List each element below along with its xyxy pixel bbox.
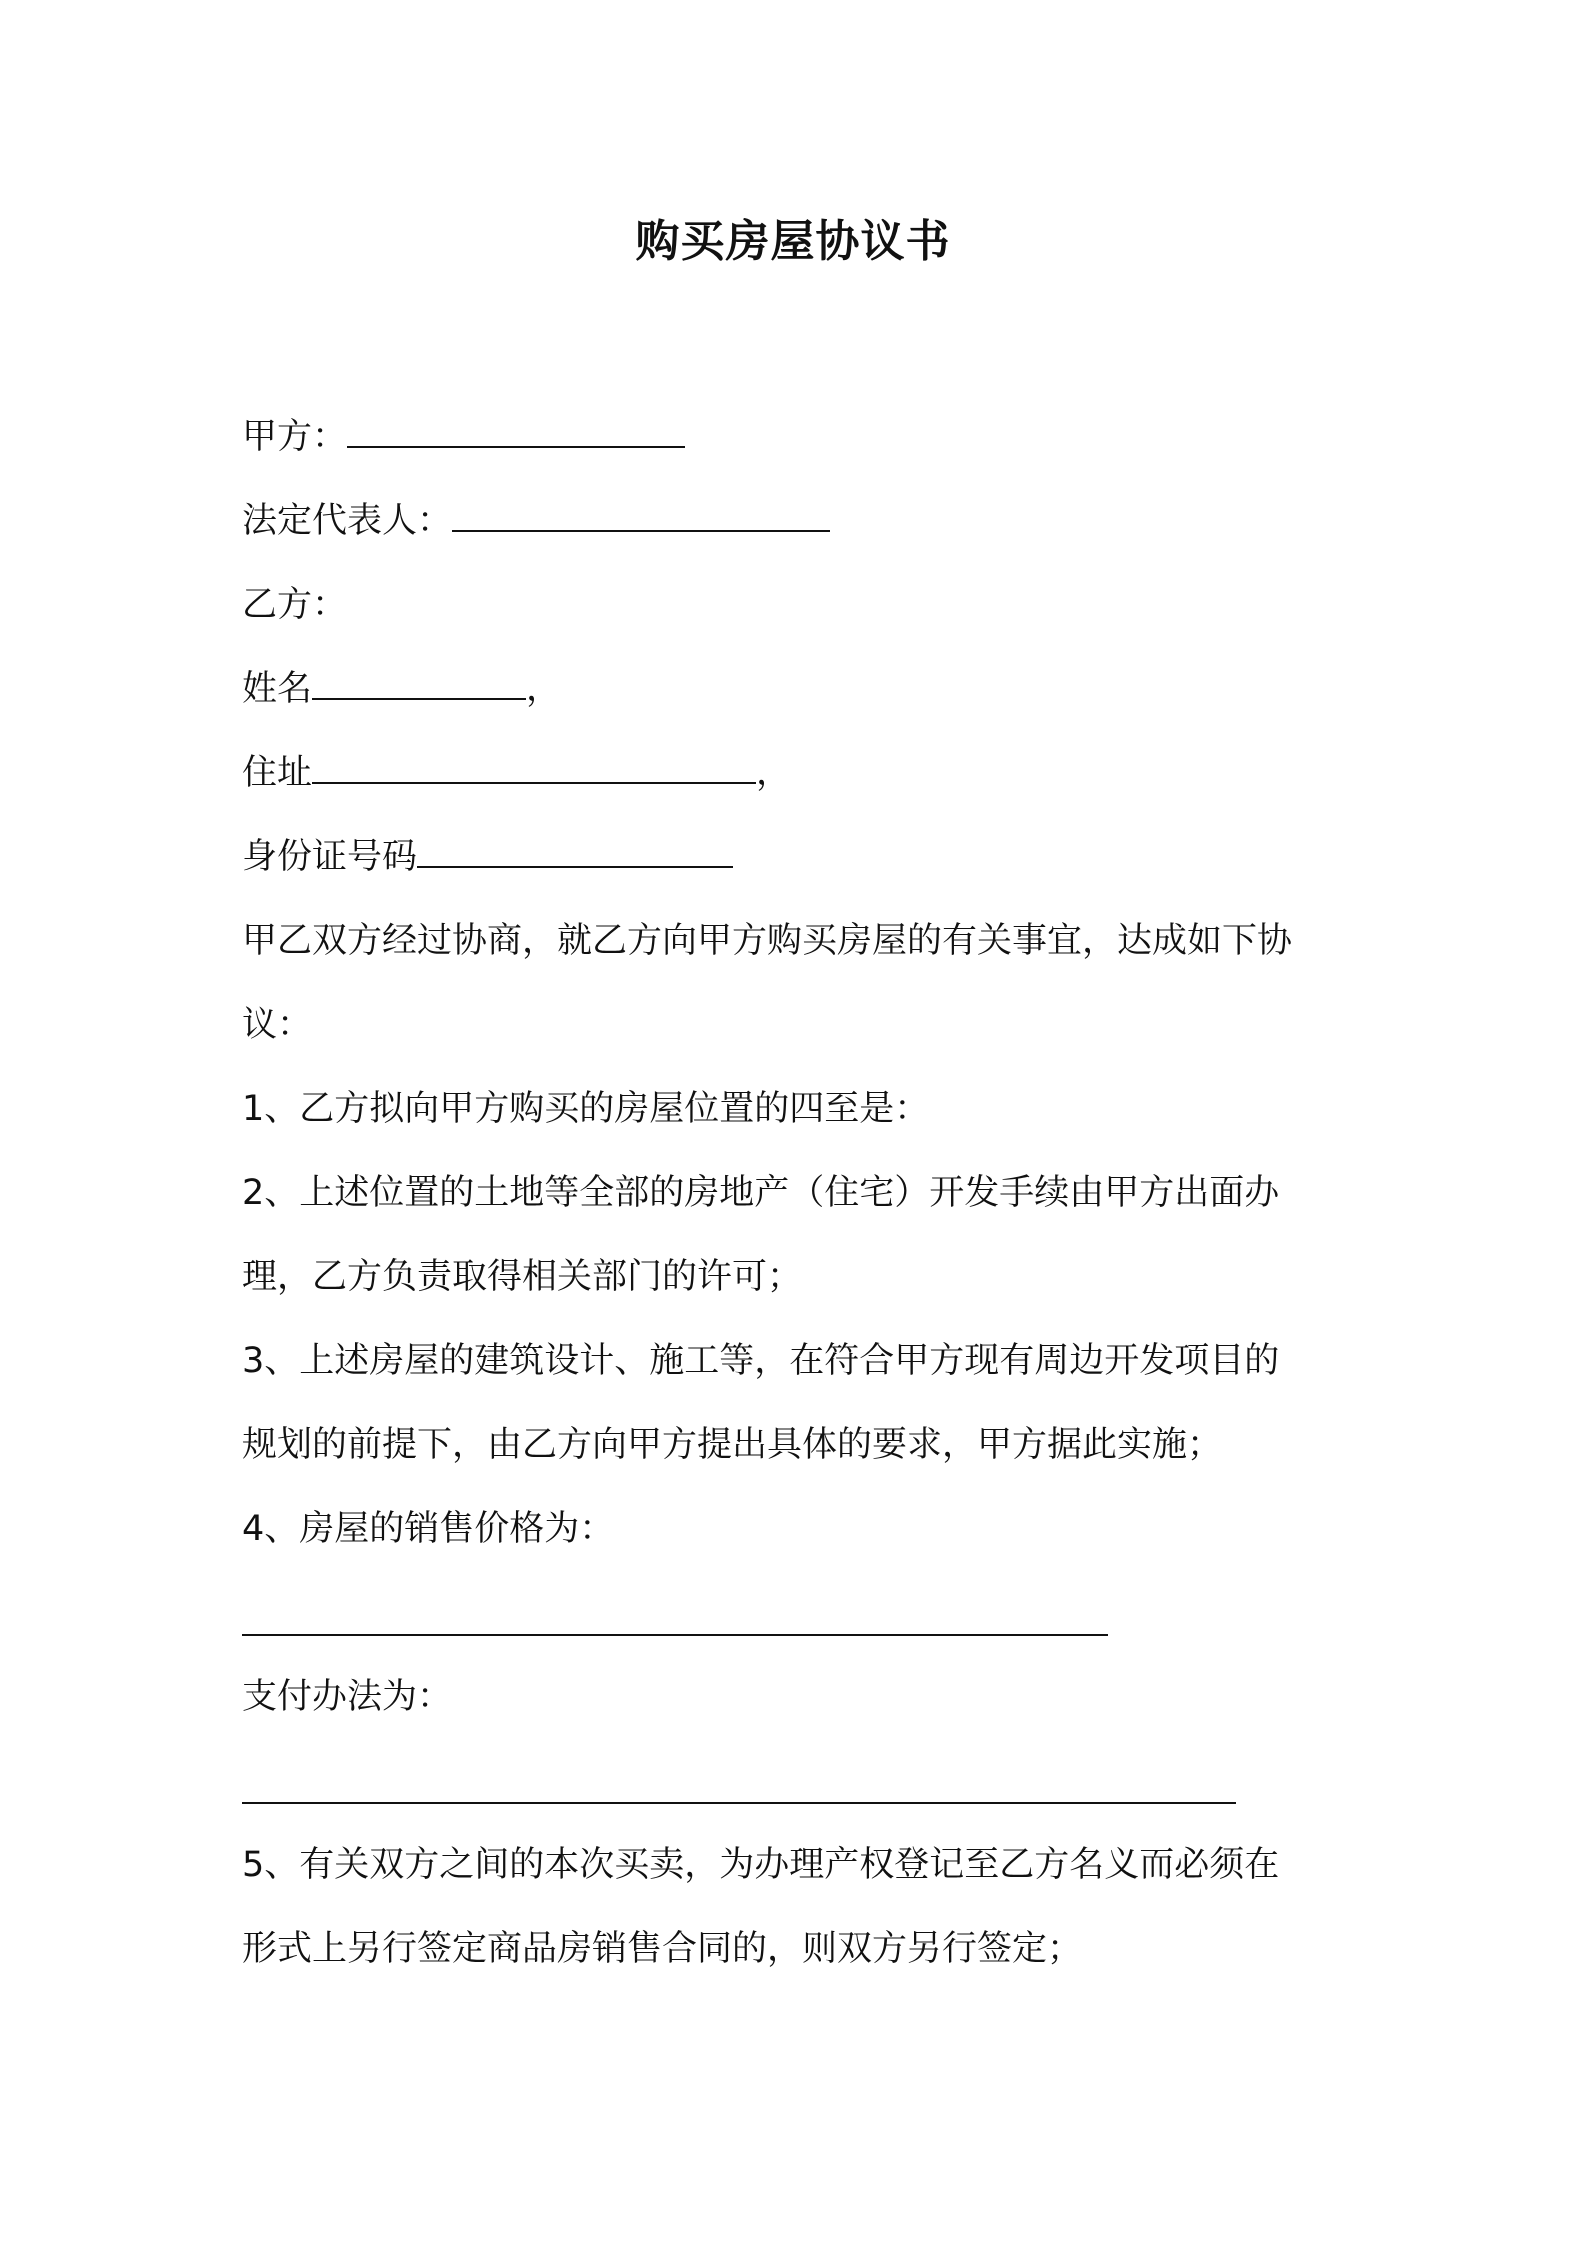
legal-rep-label: 法定代表人： [242,501,453,541]
intro-line-1: 甲乙双方经过协商，就乙方向甲方购买房屋的有关事宜，达成如下协 [242,921,1293,961]
address-blank [312,748,756,784]
name-label: 姓名 [242,669,313,709]
clause-4: 4、房屋的销售价格为： [242,1509,615,1549]
party-a-line [242,412,685,462]
id-label: 身份证号码 [242,837,418,877]
clause-2-line-1: 2、上述位置的土地等全部的房地产（住宅）开发手续由甲方出面办 [242,1173,1280,1213]
intro-line-2: 议： [242,1005,313,1045]
legal-rep-line [242,496,830,546]
party-b-line [242,580,347,630]
id-line [242,832,733,882]
clause-5-line-1: 5、有关双方之间的本次买卖，为办理产权登记至乙方名义而必须在 [242,1845,1280,1885]
id-blank [417,832,733,868]
name-suffix: ， [526,669,562,709]
clause-1: 1、乙方拟向甲方购买的房屋位置的四至是： [242,1089,930,1129]
party-b-label: 乙方： [242,585,348,625]
payment-blank [242,1802,1236,1804]
name-blank [312,664,526,700]
clause-3-line-1: 3、上述房屋的建筑设计、施工等，在符合甲方现有周边开发项目的 [242,1341,1280,1381]
document-title: 购买房屋协议书 [635,216,951,267]
clause-5-line-2: 形式上另行签定商品房销售合同的，则双方另行签定； [242,1929,1083,1969]
address-suffix: ， [756,753,792,793]
address-label: 住址 [242,753,313,793]
clause-3-line-2: 规划的前提下，由乙方向甲方提出具体的要求，甲方据此实施； [242,1425,1223,1465]
payment-label: 支付办法为： [242,1677,453,1717]
legal-rep-blank [452,496,830,532]
name-line [242,664,561,714]
address-line [242,748,791,798]
price-blank [242,1634,1108,1636]
party-a-label: 甲方： [242,417,348,457]
clause-2-line-2: 理，乙方负责取得相关部门的许可； [242,1257,803,1297]
party-a-blank [347,412,685,448]
